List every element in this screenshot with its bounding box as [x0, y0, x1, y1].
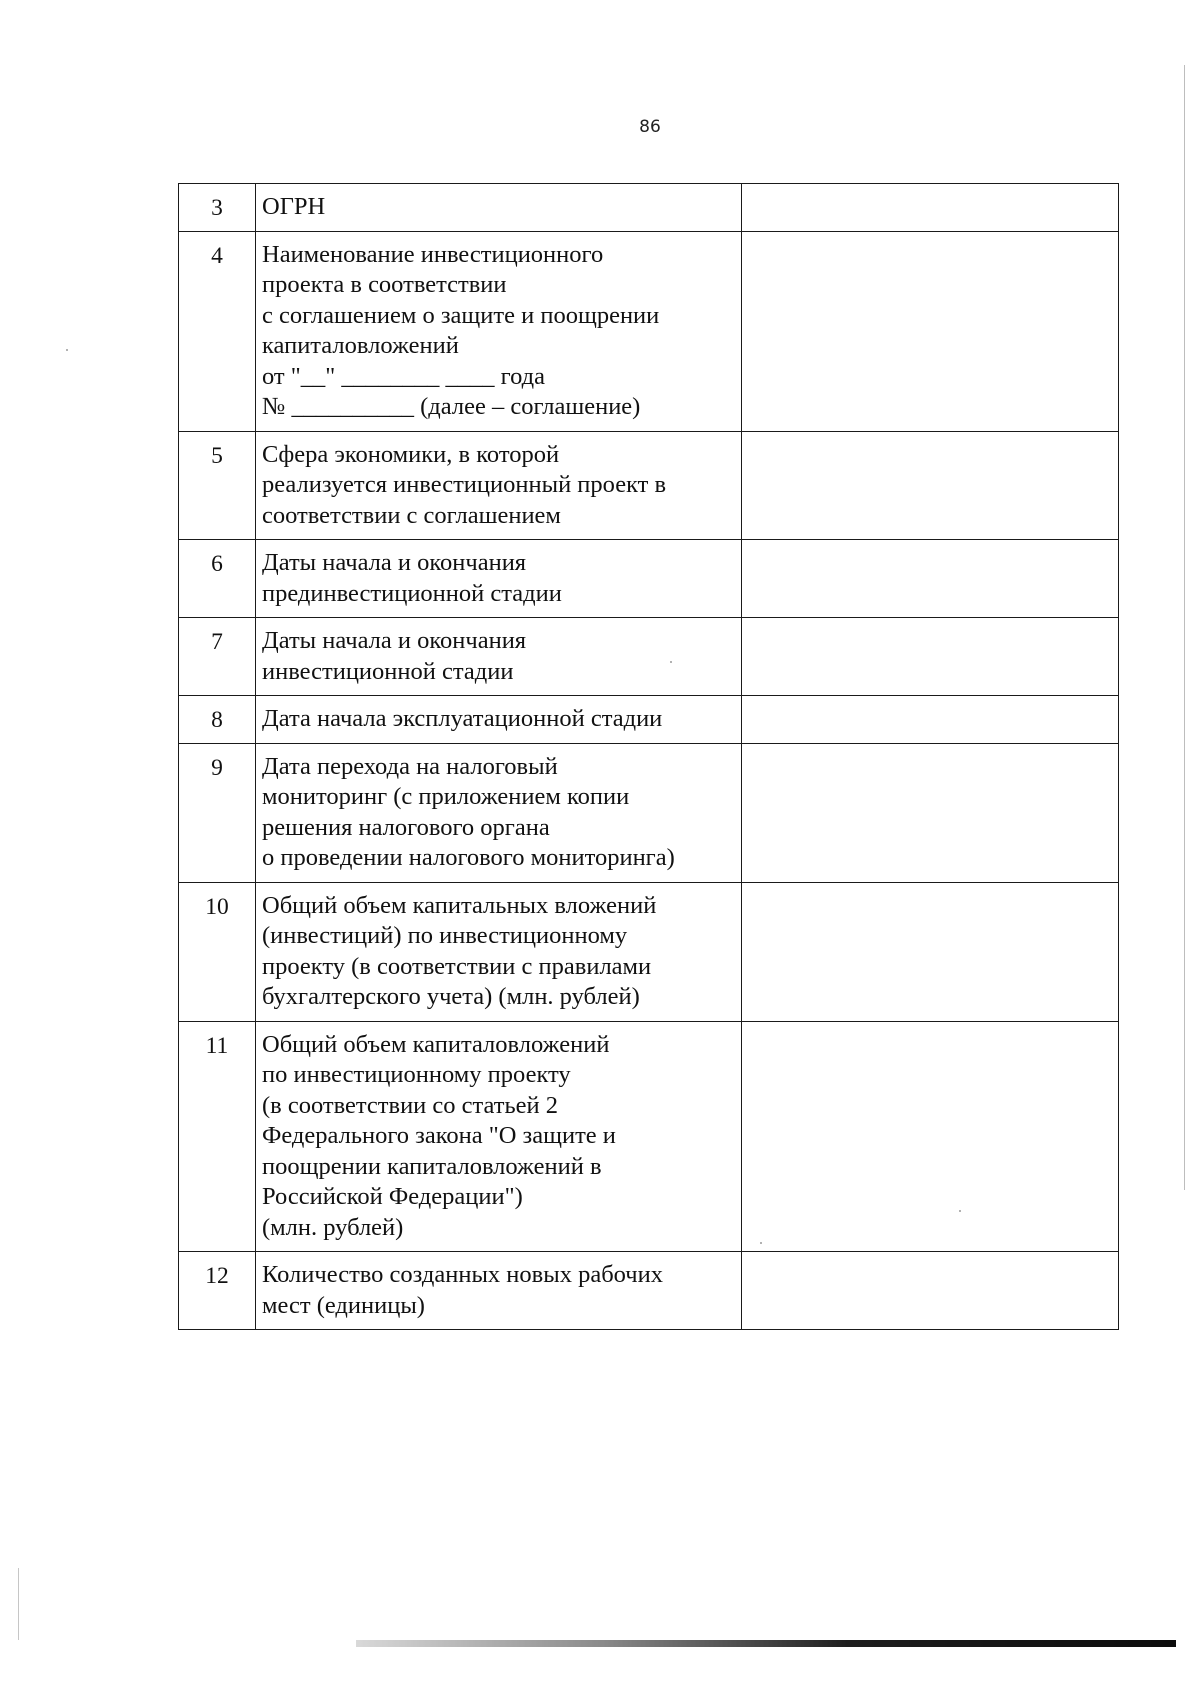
- row-label-line: с соглашением о защите и поощрении: [262, 301, 660, 329]
- row-value-cell[interactable]: [742, 618, 1119, 696]
- row-value-cell[interactable]: [742, 696, 1119, 744]
- row-label-line: (млн. рублей): [262, 1213, 404, 1241]
- table-row: [179, 743, 1119, 882]
- row-number: 9: [179, 743, 256, 882]
- row-number: 11: [179, 1021, 256, 1252]
- row-label-line: Наименование инвестиционного: [262, 240, 604, 268]
- row-label: [256, 231, 742, 431]
- row-label: [256, 618, 742, 696]
- scan-edge-bottom: [356, 1640, 1176, 1647]
- row-value-cell[interactable]: [742, 431, 1119, 540]
- row-label-line: (инвестиций) по инвестиционному: [262, 922, 628, 949]
- row-label-line: решения налогового органа: [262, 813, 550, 841]
- row-label-line: Даты начала и окончания: [262, 549, 527, 576]
- row-label-line: о проведении налогового мониторинга): [262, 844, 675, 871]
- table-row: [179, 540, 1119, 618]
- row-number: 10: [179, 882, 256, 1021]
- table-row: [179, 696, 1119, 744]
- row-label: [256, 743, 742, 882]
- row-label-line: поощрении капиталовложений в: [262, 1152, 602, 1180]
- row-label-line: Дата начала эксплуатационной стадии: [262, 705, 663, 732]
- row-number: 3: [179, 184, 256, 232]
- row-label: [256, 431, 742, 540]
- row-value-cell[interactable]: [742, 1021, 1119, 1252]
- table-row: [179, 184, 1119, 232]
- row-label-line: по инвестиционному проекту: [262, 1061, 571, 1088]
- row-label: [256, 882, 742, 1021]
- row-value-cell[interactable]: [742, 1252, 1119, 1330]
- row-label-line: мест (единицы): [262, 1291, 425, 1319]
- row-value-cell[interactable]: [742, 184, 1119, 232]
- scan-speck: [760, 1242, 762, 1244]
- row-label-line: от "__" ________ ____ года: [262, 362, 545, 390]
- row-number: 12: [179, 1252, 256, 1330]
- form-table: [178, 183, 1119, 1330]
- row-label-line: бухгалтерского учета) (млн. рублей): [262, 983, 640, 1010]
- row-label: [256, 184, 742, 232]
- table-row: [179, 882, 1119, 1021]
- table-row: [179, 1021, 1119, 1252]
- row-value-cell[interactable]: [742, 231, 1119, 431]
- row-label-line: Даты начала и окончания: [262, 627, 527, 654]
- row-label: [256, 696, 742, 744]
- row-label-line: Общий объем капитальных вложений: [262, 891, 657, 919]
- row-number: 7: [179, 618, 256, 696]
- table-row: [179, 431, 1119, 540]
- row-value-cell[interactable]: [742, 743, 1119, 882]
- table-row: [179, 1252, 1119, 1330]
- row-label: [256, 1021, 742, 1252]
- row-label-line: инвестиционной стадии: [262, 657, 514, 685]
- scan-speck: [66, 349, 68, 351]
- scan-speck: [959, 1210, 961, 1212]
- row-label-line: (в соответствии со статьей 2: [262, 1091, 559, 1119]
- row-label-line: реализуется инвестиционный проект в: [262, 471, 667, 498]
- scan-edge-right: [1184, 65, 1185, 1190]
- row-label-line: проекта в соответствии: [262, 271, 507, 298]
- row-label-line: проекту (в соответствии с правилами: [262, 952, 652, 980]
- table-row: [179, 231, 1119, 431]
- row-label-line: мониторинг (с приложением копии: [262, 783, 630, 810]
- row-label-line: прединвестиционной стадии: [262, 579, 562, 607]
- row-label: [256, 540, 742, 618]
- row-label-line: Сфера экономики, в которой: [262, 440, 560, 468]
- row-value-cell[interactable]: [742, 540, 1119, 618]
- row-label-line: Количество созданных новых рабочих: [262, 1261, 663, 1288]
- row-label-line: ОГРН: [262, 193, 326, 220]
- row-label-line: Российской Федерации"): [262, 1183, 523, 1210]
- table-row: [179, 618, 1119, 696]
- scan-speck: [670, 661, 672, 663]
- row-number: 5: [179, 431, 256, 540]
- row-label-line: Дата перехода на налоговый: [262, 752, 558, 780]
- row-label: [256, 1252, 742, 1330]
- page-number: 86: [639, 117, 661, 137]
- row-label-line: соответствии с соглашением: [262, 501, 561, 529]
- row-value-cell[interactable]: [742, 882, 1119, 1021]
- row-number: 8: [179, 696, 256, 744]
- scan-edge-left: [18, 1568, 19, 1640]
- row-label-line: № __________ (далее – соглашение): [262, 393, 641, 420]
- row-label-line: Общий объем капиталовложений: [262, 1030, 610, 1058]
- row-number: 6: [179, 540, 256, 618]
- row-label-line: капиталовложений: [262, 332, 459, 359]
- row-number: 4: [179, 231, 256, 431]
- row-label-line: Федерального закона "О защите и: [262, 1122, 616, 1149]
